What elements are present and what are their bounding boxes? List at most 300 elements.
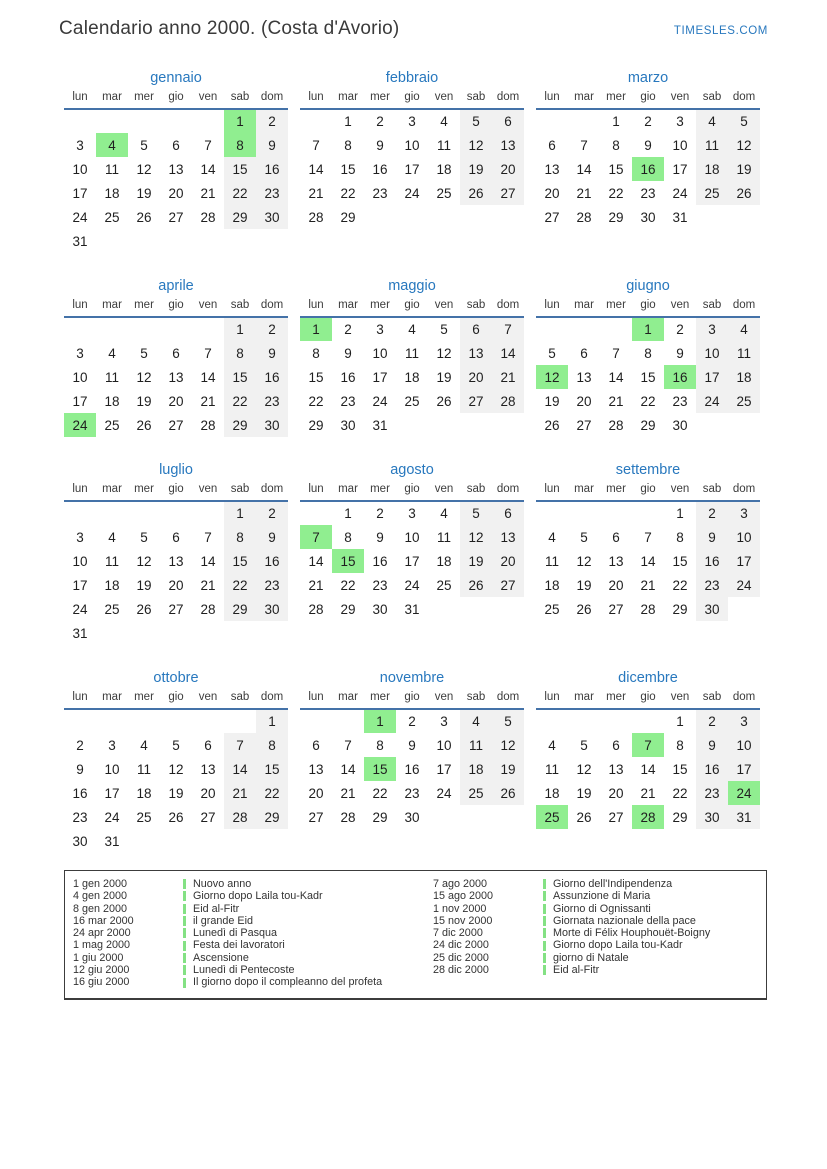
weekday-header: mer (600, 299, 632, 317)
day-cell: 11 (104, 553, 119, 569)
day-cell: 31 (104, 833, 120, 849)
day-cell: 25 (104, 209, 120, 225)
day-cell: 11 (460, 733, 492, 757)
day-cell: 24 (404, 185, 420, 201)
day-cell: 21 (608, 393, 624, 409)
weekday-header: sab (224, 299, 256, 317)
month-title: luglio (159, 462, 193, 478)
holiday-day-cell: 12 (536, 365, 568, 389)
day-cell: 11 (104, 369, 119, 385)
empty-cell (428, 597, 460, 621)
empty-cell (492, 413, 524, 437)
day-cell: 11 (544, 761, 559, 777)
month-table (64, 299, 288, 437)
weekday-header: dom (492, 691, 524, 709)
day-cell: 27 (168, 209, 184, 225)
day-cell: 22 (256, 781, 288, 805)
empty-cell (192, 317, 224, 341)
day-cell: 16 (372, 553, 388, 569)
weekday-header: gio (396, 91, 428, 109)
day-cell: 29 (672, 809, 688, 825)
legend-date: 1 nov 2000 (433, 902, 487, 915)
empty-cell (460, 413, 492, 437)
month-dicembre (536, 670, 760, 829)
weekday-header: lun (536, 91, 568, 109)
day-cell: 2 (256, 109, 288, 133)
legend-entry (433, 890, 760, 902)
weekday-header: ven (664, 691, 696, 709)
day-cell: 19 (544, 393, 560, 409)
day-cell: 25 (104, 601, 120, 617)
day-cell: 15 (256, 757, 288, 781)
day-cell: 29 (224, 597, 256, 621)
day-cell: 20 (460, 365, 492, 389)
day-cell: 1 (224, 501, 256, 525)
day-cell: 22 (340, 577, 356, 593)
month-table (300, 299, 524, 437)
legend-label: Giorno dopo Laila tou-Kadr (193, 890, 323, 903)
weekday-header: mar (96, 91, 128, 109)
empty-cell (600, 317, 632, 341)
legend-date: 12 giu 2000 (73, 964, 130, 977)
day-cell: 26 (728, 181, 760, 205)
day-cell: 6 (172, 529, 180, 545)
month-table (300, 91, 524, 229)
empty-cell (256, 229, 288, 253)
empty-cell (428, 205, 460, 229)
day-cell: 19 (136, 393, 152, 409)
day-cell: 6 (612, 737, 620, 753)
empty-cell (128, 229, 160, 253)
day-cell: 16 (372, 161, 388, 177)
day-cell: 23 (72, 809, 88, 825)
weekday-header: gio (160, 483, 192, 501)
month-table (64, 91, 288, 253)
day-cell: 25 (404, 393, 420, 409)
day-cell: 12 (460, 525, 492, 549)
day-cell: 9 (696, 733, 728, 757)
empty-cell (300, 709, 332, 733)
weekday-header: dom (256, 91, 288, 109)
empty-cell (332, 709, 364, 733)
day-cell: 3 (376, 322, 384, 337)
day-cell: 31 (372, 417, 388, 433)
day-cell: 14 (200, 161, 216, 177)
day-cell: 23 (340, 393, 356, 409)
day-cell: 19 (460, 549, 492, 573)
day-cell: 29 (224, 413, 256, 437)
legend-label: Lunedì di Pentecoste (193, 964, 295, 977)
day-cell: 27 (168, 601, 184, 617)
empty-cell (492, 205, 524, 229)
day-cell: 2 (696, 709, 728, 733)
day-cell: 9 (256, 133, 288, 157)
day-cell: 28 (308, 601, 324, 617)
day-cell: 9 (644, 137, 652, 153)
day-cell: 18 (436, 553, 452, 569)
day-cell: 2 (344, 322, 352, 337)
holiday-day-cell: 16 (664, 365, 696, 389)
day-cell: 15 (672, 761, 688, 777)
day-cell: 21 (200, 577, 216, 593)
day-cell: 31 (672, 209, 688, 225)
empty-cell (492, 597, 524, 621)
day-cell: 25 (436, 185, 452, 201)
day-cell: 4 (108, 529, 116, 545)
day-cell: 18 (696, 157, 728, 181)
day-cell: 28 (640, 601, 656, 617)
weekday-header: mer (364, 691, 396, 709)
weekday-header: gio (160, 691, 192, 709)
weekday-header: lun (536, 691, 568, 709)
day-cell: 23 (256, 389, 288, 413)
weekday-header: dom (256, 483, 288, 501)
day-cell: 5 (492, 709, 524, 733)
day-cell: 29 (224, 205, 256, 229)
empty-cell (396, 413, 428, 437)
day-cell: 12 (492, 733, 524, 757)
day-cell: 4 (140, 737, 148, 753)
day-cell: 27 (168, 417, 184, 433)
weekday-header: mar (96, 483, 128, 501)
empty-cell (536, 709, 568, 733)
legend-label: Nuovo anno (193, 878, 252, 890)
day-cell: 19 (136, 577, 152, 593)
holiday-marker-icon (183, 916, 186, 926)
day-cell: 3 (76, 137, 84, 153)
legend-date: 1 giu 2000 (73, 951, 124, 964)
day-cell: 30 (640, 209, 656, 225)
day-cell: 23 (372, 185, 388, 201)
day-cell: 16 (256, 365, 288, 389)
month-table (300, 483, 524, 621)
day-cell: 19 (492, 757, 524, 781)
day-cell: 11 (728, 341, 760, 365)
day-cell: 5 (460, 109, 492, 133)
day-cell: 27 (200, 809, 216, 825)
day-cell: 25 (136, 809, 152, 825)
day-cell: 23 (696, 573, 728, 597)
weekday-header: mer (600, 691, 632, 709)
day-cell: 20 (608, 577, 624, 593)
day-cell: 24 (728, 573, 760, 597)
day-cell: 28 (308, 209, 324, 225)
weekday-header: mer (600, 483, 632, 501)
day-cell: 10 (696, 341, 728, 365)
day-cell: 21 (308, 577, 324, 593)
holiday-day-cell: 1 (224, 109, 256, 133)
weekday-header: gio (632, 691, 664, 709)
empty-cell (696, 413, 728, 437)
holiday-marker-icon (543, 965, 546, 975)
day-cell: 18 (436, 161, 452, 177)
holiday-marker-icon (543, 879, 546, 889)
day-cell: 27 (492, 181, 524, 205)
holiday-day-cell: 15 (332, 549, 364, 573)
day-cell: 24 (372, 393, 388, 409)
day-cell: 16 (340, 369, 356, 385)
day-cell: 26 (136, 417, 152, 433)
empty-cell (300, 109, 332, 133)
day-cell: 9 (696, 525, 728, 549)
day-cell: 25 (544, 601, 560, 617)
weekday-header: mar (96, 691, 128, 709)
day-cell: 30 (340, 417, 356, 433)
day-cell: 29 (640, 417, 656, 433)
holiday-marker-icon (183, 953, 186, 963)
day-cell: 28 (224, 805, 256, 829)
legend-date: 1 gen 2000 (73, 878, 128, 890)
legend-entry (73, 952, 433, 964)
day-cell: 10 (404, 137, 420, 153)
day-cell: 23 (640, 185, 656, 201)
day-cell: 12 (728, 133, 760, 157)
month-table (64, 483, 288, 645)
weekday-header: lun (536, 299, 568, 317)
month-title: aprile (158, 278, 194, 294)
day-cell: 15 (224, 549, 256, 573)
empty-cell (632, 709, 664, 733)
day-cell: 21 (224, 781, 256, 805)
day-cell: 17 (72, 185, 88, 201)
day-cell: 7 (204, 137, 212, 153)
legend-date: 28 dic 2000 (433, 964, 489, 977)
day-cell: 8 (312, 345, 320, 361)
day-cell: 22 (640, 393, 656, 409)
empty-cell (492, 805, 524, 829)
holiday-marker-icon (543, 928, 546, 938)
day-cell: 22 (224, 181, 256, 205)
day-cell: 22 (340, 185, 356, 201)
day-cell: 22 (608, 185, 624, 201)
day-cell: 15 (340, 161, 356, 177)
day-cell: 8 (344, 529, 352, 545)
day-cell: 7 (492, 317, 524, 341)
weekday-header: gio (396, 299, 428, 317)
day-cell: 5 (548, 345, 556, 361)
day-cell: 14 (200, 369, 216, 385)
day-cell: 6 (612, 529, 620, 545)
legend-entry (73, 878, 433, 890)
day-cell: 14 (492, 341, 524, 365)
month-title: febbraio (385, 70, 439, 86)
weekday-header: dom (728, 691, 760, 709)
holiday-marker-icon (183, 904, 186, 914)
day-cell: 25 (436, 577, 452, 593)
weekday-header: mer (128, 483, 160, 501)
day-cell: 18 (728, 365, 760, 389)
brand-link[interactable]: TIMESLES.COM (673, 25, 768, 37)
weekday-header: mar (568, 483, 600, 501)
day-cell: 26 (460, 181, 492, 205)
holiday-day-cell: 16 (632, 157, 664, 181)
empty-cell (396, 205, 428, 229)
holiday-marker-icon (183, 965, 186, 975)
day-cell: 21 (200, 185, 216, 201)
weekday-header: mar (568, 691, 600, 709)
empty-cell (568, 501, 600, 525)
day-cell: 8 (344, 137, 352, 153)
day-cell: 29 (372, 809, 388, 825)
empty-cell (632, 501, 664, 525)
day-cell: 26 (136, 209, 152, 225)
weekday-header: dom (492, 299, 524, 317)
weekday-header: lun (300, 91, 332, 109)
day-cell: 7 (644, 529, 652, 545)
day-cell: 6 (312, 737, 320, 753)
weekday-header: ven (664, 483, 696, 501)
day-cell: 19 (436, 369, 452, 385)
weekday-header: ven (428, 483, 460, 501)
legend-label: Giornata nazionale della pace (553, 914, 696, 927)
month-title: agosto (390, 462, 434, 478)
day-cell: 10 (372, 345, 388, 361)
month-table (300, 691, 524, 829)
weekday-header: gio (396, 691, 428, 709)
day-cell: 22 (224, 389, 256, 413)
day-cell: 7 (204, 345, 212, 361)
month-table (536, 483, 760, 621)
day-cell: 14 (224, 757, 256, 781)
empty-cell (696, 205, 728, 229)
day-cell: 7 (344, 737, 352, 753)
day-cell: 13 (608, 553, 624, 569)
day-cell: 11 (404, 345, 419, 361)
empty-cell (128, 501, 160, 525)
empty-cell (192, 621, 224, 645)
day-cell: 27 (608, 601, 624, 617)
day-cell: 16 (256, 549, 288, 573)
day-cell: 3 (408, 506, 416, 521)
month-title: settembre (615, 462, 681, 478)
weekday-header: sab (460, 299, 492, 317)
holiday-marker-icon (183, 891, 186, 901)
day-cell: 12 (576, 553, 592, 569)
day-cell: 5 (728, 109, 760, 133)
day-cell: 13 (168, 369, 184, 385)
month-title: giugno (626, 278, 670, 294)
day-cell: 2 (408, 714, 416, 729)
day-cell: 19 (136, 185, 152, 201)
legend-label: Giorno dell'Indipendenza (553, 878, 673, 890)
day-cell: 22 (672, 577, 688, 593)
day-cell: 8 (612, 137, 620, 153)
day-cell: 4 (696, 109, 728, 133)
legend-column (433, 878, 760, 989)
day-cell: 17 (372, 369, 388, 385)
day-cell: 26 (492, 781, 524, 805)
legend-entry (433, 952, 760, 964)
weekday-header: gio (632, 483, 664, 501)
day-cell: 11 (136, 761, 151, 777)
legend-entry (433, 915, 760, 927)
day-cell: 22 (672, 785, 688, 801)
empty-cell (568, 109, 600, 133)
empty-cell (192, 709, 224, 733)
month-gennaio (64, 70, 288, 253)
legend-date: 1 mag 2000 (73, 939, 131, 952)
day-cell: 3 (76, 529, 84, 545)
day-cell: 26 (576, 809, 592, 825)
day-cell: 9 (76, 761, 84, 777)
empty-cell (224, 709, 256, 733)
weekday-header: ven (428, 91, 460, 109)
day-cell: 26 (576, 601, 592, 617)
legend-date: 24 dic 2000 (433, 939, 489, 952)
day-cell: 2 (256, 317, 288, 341)
empty-cell (460, 597, 492, 621)
day-cell: 23 (672, 393, 688, 409)
month-table (536, 691, 760, 829)
day-cell: 18 (104, 393, 120, 409)
day-cell: 24 (436, 785, 452, 801)
empty-cell (128, 109, 160, 133)
month-table (64, 691, 288, 853)
legend-entry (73, 964, 433, 976)
day-cell: 6 (460, 317, 492, 341)
day-cell: 1 (612, 114, 620, 129)
empty-cell (192, 829, 224, 853)
day-cell: 1 (676, 506, 684, 521)
day-cell: 28 (200, 209, 216, 225)
day-cell: 24 (72, 601, 88, 617)
weekday-header: ven (192, 299, 224, 317)
weekday-header: lun (64, 91, 96, 109)
day-cell: 25 (728, 389, 760, 413)
day-cell: 18 (460, 757, 492, 781)
day-cell: 14 (308, 553, 324, 569)
day-cell: 2 (696, 501, 728, 525)
day-cell: 13 (308, 761, 324, 777)
empty-cell (128, 829, 160, 853)
empty-cell (64, 501, 96, 525)
holiday-day-cell: 25 (536, 805, 568, 829)
day-cell: 18 (104, 185, 120, 201)
day-cell: 30 (256, 413, 288, 437)
day-cell: 20 (492, 549, 524, 573)
holiday-legend (64, 870, 767, 1000)
day-cell: 13 (460, 341, 492, 365)
empty-cell (128, 621, 160, 645)
empty-cell (160, 709, 192, 733)
holiday-marker-icon (183, 879, 186, 889)
weekday-header: lun (300, 691, 332, 709)
day-cell: 17 (404, 161, 420, 177)
weekday-header: gio (160, 299, 192, 317)
legend-entry (433, 903, 760, 915)
weekday-header: mar (332, 483, 364, 501)
day-cell: 20 (168, 393, 184, 409)
empty-cell (536, 317, 568, 341)
day-cell: 6 (580, 345, 588, 361)
legend-entry (433, 927, 760, 939)
weekday-header: dom (256, 299, 288, 317)
day-cell: 11 (436, 137, 451, 153)
legend-label: Eid al-Fitr (553, 964, 600, 977)
legend-entry (433, 939, 760, 951)
day-cell: 14 (608, 369, 624, 385)
day-cell: 9 (256, 341, 288, 365)
empty-cell (192, 229, 224, 253)
day-cell: 13 (492, 525, 524, 549)
day-cell: 8 (676, 529, 684, 545)
day-cell: 28 (576, 209, 592, 225)
day-cell: 4 (728, 317, 760, 341)
month-febbraio (300, 70, 524, 229)
legend-entry (73, 939, 433, 951)
empty-cell (96, 709, 128, 733)
weekday-header: dom (492, 483, 524, 501)
